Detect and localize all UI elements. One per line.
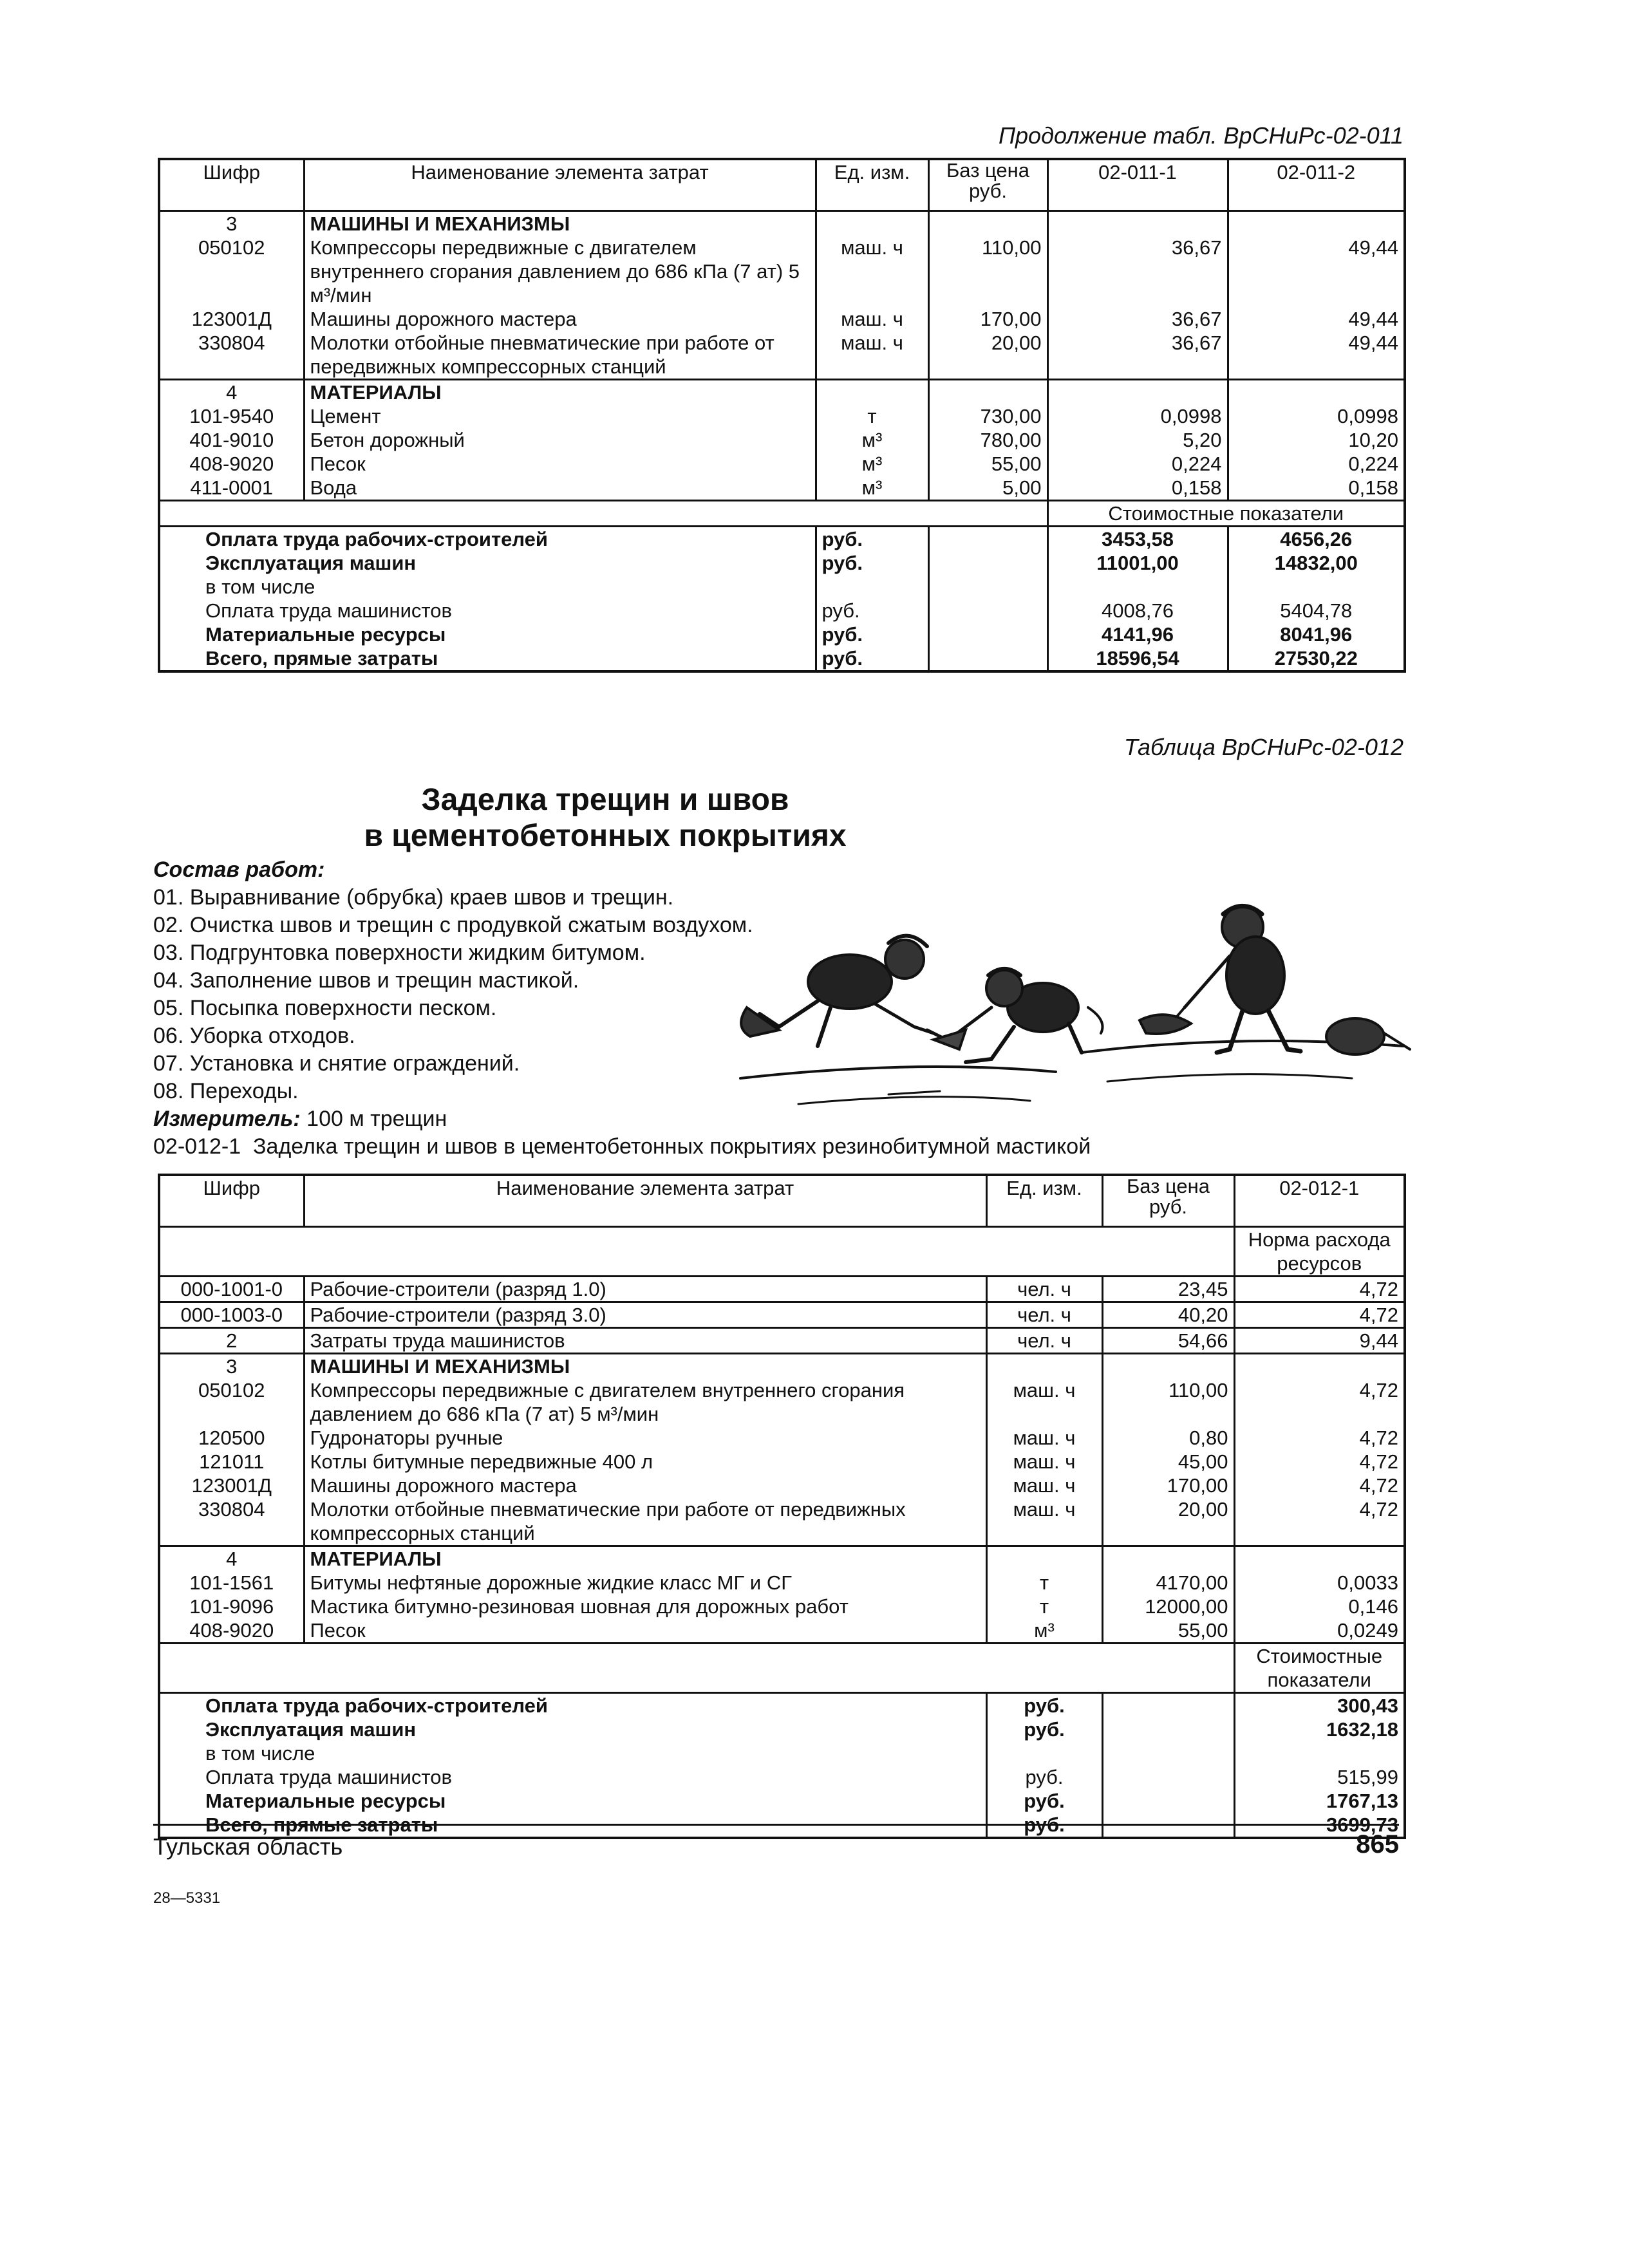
cost-value: 515,99 (1234, 1765, 1405, 1789)
cost-label: Материальные ресурсы (205, 623, 446, 646)
row-name: Битумы нефтяные дорожные жидкие класс МГ и СГ (304, 1571, 986, 1595)
row-name: Бетон дорожный (304, 428, 816, 452)
section-title (283, 782, 927, 854)
section-title: МАТЕРИАЛЫ (304, 379, 816, 404)
work-item: 07. Установка и снятие ограждений. (153, 1051, 520, 1076)
section-title-line2: в цементобетонных покрытиях (364, 819, 847, 853)
cost-row (159, 1692, 1405, 1718)
col-header-price: Баз цена руб. (1102, 1175, 1234, 1226)
section-row (159, 1546, 1405, 1571)
norm-header-row (159, 1226, 1405, 1276)
row-value: 4,72 (1234, 1426, 1405, 1450)
row-unit: чел. ч (986, 1302, 1102, 1327)
row-name: Песок (304, 1618, 986, 1643)
cost-label: Эксплуатация машин (205, 551, 417, 574)
row-code: 000-1003-0 (180, 1303, 283, 1326)
row-value-1: 0,158 (1047, 476, 1228, 501)
work-item: 02. Очистка швов и трещин с продувкой сжатым воздухом. (153, 913, 753, 937)
col-header-norm-2: 02-011-2 (1228, 159, 1405, 211)
row-name: Затраты труда машинистов (304, 1327, 986, 1353)
worker-left (741, 936, 953, 1046)
row-value: 4,72 (1234, 1276, 1405, 1302)
cost-value-2: 5404,78 (1228, 599, 1405, 623)
row-value-2: 49,44 (1228, 307, 1405, 331)
row-unit: маш. ч (986, 1474, 1102, 1497)
cost-value-2: 27530,22 (1228, 646, 1405, 671)
row-code: 121011 (199, 1450, 265, 1473)
row-code: 101-1561 (189, 1571, 274, 1594)
cost-value-1: 4141,96 (1047, 623, 1228, 646)
row-value: 4,72 (1234, 1302, 1405, 1327)
cost-value: 300,43 (1234, 1692, 1405, 1718)
row-name: Вода (304, 476, 816, 501)
row-value-1: 0,0998 (1047, 404, 1228, 428)
section-title: МАТЕРИАЛЫ (304, 1546, 986, 1571)
section-number: 3 (226, 1354, 238, 1378)
row-price: 4170,00 (1102, 1571, 1234, 1595)
row-price: 55,00 (928, 452, 1047, 476)
row-name: Компрессоры передвижные с двигателем внутреннего сгорания давлением до 686 кПа (7 ат) 5 м³/мин (304, 1378, 986, 1426)
row-value-2: 49,44 (1228, 236, 1405, 307)
row-price: 730,00 (928, 404, 1047, 428)
section-title: МАШИНЫ И МЕХАНИЗМЫ (304, 1353, 986, 1378)
cost-row (159, 623, 1405, 646)
row-price: 170,00 (1102, 1474, 1234, 1497)
table-row (159, 236, 1405, 307)
row-name: Песок (304, 452, 816, 476)
footer-rule (153, 1824, 1399, 1826)
table2-caption: Таблица ВрСНиРс-02-012 (1123, 734, 1403, 760)
row-unit: чел. ч (986, 1276, 1102, 1302)
row-value-2: 0,224 (1228, 452, 1405, 476)
norm-line: 02-012-1 Заделка трещин и швов в цементобетонных покрытиях резинобитумной мастикой (153, 1134, 1091, 1159)
cost-unit: руб. (816, 551, 928, 575)
table-row (159, 331, 1405, 380)
cost-row (159, 551, 1405, 575)
row-unit: маш. ч (986, 1378, 1102, 1426)
row-code: 123001Д (191, 307, 272, 330)
cost-header: Стоимостные показатели (1234, 1643, 1405, 1692)
cost-row (159, 1765, 1405, 1789)
row-value: 4,72 (1234, 1450, 1405, 1474)
row-price: 5,00 (928, 476, 1047, 501)
measure-value: 100 м трещин (300, 1107, 447, 1131)
row-code: 401-9010 (189, 428, 274, 451)
row-value: 0,0249 (1234, 1618, 1405, 1643)
row-value: 4,72 (1234, 1474, 1405, 1497)
row-unit: м³ (986, 1618, 1102, 1643)
row-price: 12000,00 (1102, 1595, 1234, 1618)
cost-label: Материальные ресурсы (205, 1789, 446, 1812)
table-row (159, 307, 1405, 331)
table-row (159, 1474, 1405, 1497)
work-item: 05. Посыпка поверхности песком. (153, 996, 497, 1020)
table1 (158, 158, 1406, 673)
row-value-1: 36,67 (1047, 236, 1228, 307)
section-number: 3 (159, 211, 304, 236)
row-code: 000-1001-0 (180, 1277, 283, 1300)
labor-row (159, 1327, 1405, 1353)
row-code: 050102 (198, 1378, 265, 1401)
row-name: Компрессоры передвижные с двигателем внутреннего сгорания давлением до 686 кПа (7 ат) 5 м³/мин (304, 236, 816, 307)
cost-unit: руб. (986, 1692, 1102, 1718)
row-value: 4,72 (1234, 1497, 1405, 1546)
section-row (159, 211, 1405, 236)
row-value: 9,44 (1234, 1327, 1405, 1353)
section-number: 4 (159, 379, 304, 404)
cost-label: Всего, прямые затраты (205, 646, 438, 670)
row-value-1: 5,20 (1047, 428, 1228, 452)
row-price: 23,45 (1102, 1276, 1234, 1302)
col-header-norm: 02-012-1 (1234, 1175, 1405, 1226)
cost-value-2: 14832,00 (1228, 551, 1405, 575)
row-value-2: 0,158 (1228, 476, 1405, 501)
labor-row (159, 1276, 1405, 1302)
section-title: МАШИНЫ И МЕХАНИЗМЫ (304, 211, 816, 236)
row-value-2: 0,0998 (1228, 404, 1405, 428)
cost-label: в том числе (205, 1741, 315, 1765)
row-code: 101-9540 (189, 404, 274, 427)
work-item: 04. Заполнение швов и трещин мастикой. (153, 968, 579, 993)
footer-region: Тульская область (153, 1833, 343, 1860)
table-row (159, 1497, 1405, 1546)
cost-unit (986, 1741, 1102, 1765)
work-item: 08. Переходы. (153, 1079, 299, 1103)
row-name: Рабочие-строители (разряд 1.0) (304, 1276, 986, 1302)
cost-label: Всего, прямые затраты (205, 1813, 438, 1836)
cost-value-1: 4008,76 (1047, 599, 1228, 623)
row-unit: т (986, 1595, 1102, 1618)
row-unit: маш. ч (816, 236, 928, 307)
col-header-price: Баз цена руб. (928, 159, 1047, 211)
row-unit: м³ (816, 452, 928, 476)
row-name: Гудронаторы ручные (304, 1426, 986, 1450)
row-price: 55,00 (1102, 1618, 1234, 1643)
row-code: 411-0001 (190, 476, 274, 499)
row-price: 20,00 (1102, 1497, 1234, 1546)
row-value-1: 0,224 (1047, 452, 1228, 476)
row-unit: т (816, 404, 928, 428)
row-unit: маш. ч (986, 1497, 1102, 1546)
workers-illustration (721, 898, 1416, 1117)
worker-far-right (1326, 1018, 1410, 1054)
row-price: 110,00 (1102, 1378, 1234, 1426)
cost-label: Оплата труда рабочих-строителей (159, 526, 816, 551)
print-code: 28—5331 (153, 1889, 221, 1907)
row-code: 2 (226, 1329, 238, 1352)
measure-label: Измеритель: (153, 1107, 301, 1131)
row-code: 408-9020 (189, 452, 274, 475)
section-title-line1: Заделка трещин и швов (421, 783, 789, 817)
table-row (159, 452, 1405, 476)
row-price: 0,80 (1102, 1426, 1234, 1450)
col-header-code: Шифр (159, 159, 304, 211)
cost-header: Стоимостные показатели (1047, 500, 1405, 526)
row-code: 123001Д (191, 1474, 272, 1497)
row-name: Мастика битумно-резиновая шовная для дорожных работ (304, 1595, 986, 1618)
row-price: 110,00 (928, 236, 1047, 307)
row-price: 45,00 (1102, 1450, 1234, 1474)
labor-row (159, 1302, 1405, 1327)
row-unit: маш. ч (986, 1450, 1102, 1474)
cost-unit: руб. (986, 1813, 1102, 1838)
cost-unit: руб. (986, 1789, 1102, 1813)
work-item: 06. Уборка отходов. (153, 1024, 355, 1048)
cost-value: 1767,13 (1234, 1789, 1405, 1813)
row-code: 330804 (198, 1497, 265, 1521)
cost-value-2: 8041,96 (1228, 623, 1405, 646)
cost-row (159, 599, 1405, 623)
row-unit: маш. ч (986, 1426, 1102, 1450)
section-row (159, 379, 1405, 404)
col-header-code: Шифр (159, 1175, 304, 1226)
row-name: Машины дорожного мастера (304, 307, 816, 331)
row-unit: м³ (816, 428, 928, 452)
table2 (158, 1174, 1406, 1839)
cost-label: Оплата труда рабочих-строителей (205, 1694, 548, 1717)
work-item: 03. Подгрунтовка поверхности жидким битумом. (153, 941, 646, 965)
page-number: 865 (1356, 1830, 1399, 1859)
table1-caption: Продолжение табл. ВрСНиРс-02-011 (998, 122, 1403, 149)
cost-value-1: 11001,00 (1047, 551, 1228, 575)
row-code: 101-9096 (189, 1595, 274, 1618)
cost-value: 3699,73 (1234, 1813, 1405, 1838)
table-row (159, 1595, 1405, 1618)
cost-label: в том числе (205, 575, 315, 598)
cost-unit: руб. (816, 599, 928, 623)
row-price: 20,00 (928, 331, 1047, 380)
row-name: Котлы битумные передвижные 400 л (304, 1450, 986, 1474)
cost-row (159, 646, 1405, 671)
cost-unit (816, 575, 928, 599)
table-row (159, 1426, 1405, 1450)
section-row (159, 1353, 1405, 1378)
table-row (159, 428, 1405, 452)
cost-value-1: 3453,58 (1047, 526, 1228, 551)
row-code: 050102 (198, 236, 265, 259)
worker-right (1140, 906, 1300, 1053)
row-value-1: 36,67 (1047, 331, 1228, 380)
row-value-1: 36,67 (1047, 307, 1228, 331)
cost-unit: руб. (816, 623, 928, 646)
table-row (159, 1618, 1405, 1643)
table-row (159, 1450, 1405, 1474)
row-price: 170,00 (928, 307, 1047, 331)
cost-header-row (159, 1643, 1405, 1692)
work-item: 01. Выравнивание (обрубка) краев швов и трещин. (153, 885, 674, 910)
table-row (159, 476, 1405, 501)
row-code: 408-9020 (189, 1618, 274, 1642)
row-name: Машины дорожного мастера (304, 1474, 986, 1497)
col-header-unit: Ед. изм. (816, 159, 928, 211)
row-name: Молотки отбойные пневматические при работе от передвижных компрессорных станций (304, 1497, 986, 1546)
worker-middle (934, 969, 1103, 1062)
row-unit: т (986, 1571, 1102, 1595)
cost-value (1234, 1741, 1405, 1765)
cost-value: 1632,18 (1234, 1718, 1405, 1741)
cost-row (159, 1789, 1405, 1813)
cost-row (159, 1741, 1405, 1765)
cost-value-1: 18596,54 (1047, 646, 1228, 671)
norm-header: Норма расхода ресурсов (1234, 1226, 1405, 1276)
row-value: 4,72 (1234, 1378, 1405, 1426)
row-unit: маш. ч (816, 331, 928, 380)
work-label: Состав работ: (153, 857, 325, 882)
cost-row (159, 575, 1405, 599)
row-unit: маш. ч (816, 307, 928, 331)
section-number: 4 (226, 1547, 238, 1570)
row-unit: м³ (816, 476, 928, 501)
cost-unit: руб. (986, 1718, 1102, 1741)
row-name: Молотки отбойные пневматические при работе от передвижных компрессорных станций (304, 331, 816, 380)
cost-label: Эксплуатация машин (205, 1718, 417, 1741)
row-price: 54,66 (1102, 1327, 1234, 1353)
col-header-norm-1: 02-011-1 (1047, 159, 1228, 211)
cost-unit: руб. (986, 1765, 1102, 1789)
cost-unit: руб. (816, 526, 928, 551)
row-unit: чел. ч (986, 1327, 1102, 1353)
cost-row (159, 526, 1405, 551)
row-code: 120500 (198, 1426, 265, 1449)
table-row (159, 404, 1405, 428)
table-row (159, 1571, 1405, 1595)
table-row (159, 1378, 1405, 1426)
row-value-2: 10,20 (1228, 428, 1405, 452)
col-header-unit: Ед. изм. (986, 1175, 1102, 1226)
row-value: 0,146 (1234, 1595, 1405, 1618)
cost-header-row (159, 500, 1405, 526)
cost-value-2: 4656,26 (1228, 526, 1405, 551)
row-code: 330804 (198, 331, 265, 354)
cost-value-2 (1228, 575, 1405, 599)
cost-value-1 (1047, 575, 1228, 599)
row-price: 780,00 (928, 428, 1047, 452)
col-header-name: Наименование элемента затрат (304, 1175, 986, 1226)
cost-row (159, 1718, 1405, 1741)
row-name: Цемент (304, 404, 816, 428)
cost-label: Оплата труда машинистов (205, 599, 452, 622)
col-header-name: Наименование элемента затрат (304, 159, 816, 211)
cost-label: Оплата труда машинистов (205, 1765, 452, 1788)
cost-unit: руб. (816, 646, 928, 671)
row-price: 40,20 (1102, 1302, 1234, 1327)
row-value: 0,0033 (1234, 1571, 1405, 1595)
row-name: Рабочие-строители (разряд 3.0) (304, 1302, 986, 1327)
row-value-2: 49,44 (1228, 331, 1405, 380)
